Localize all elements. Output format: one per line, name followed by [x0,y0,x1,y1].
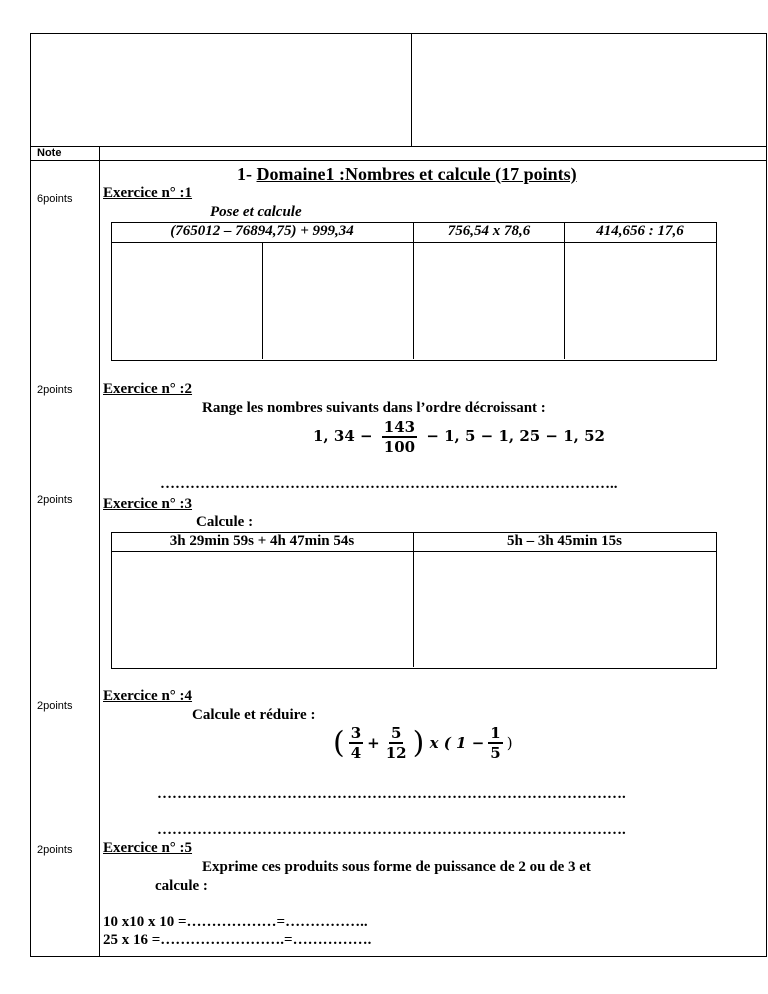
domain-title-text: Domaine1 :Nombres et calcule (17 points) [256,164,577,184]
ex5-product-line-1[interactable]: 10 x10 x 10 =………………=…………….. [103,914,368,930]
ex1-answer-cell-4[interactable] [565,243,715,359]
domain-title [237,164,577,185]
ex4-expression [333,724,513,762]
ex2-math-b: − 1, 5 − 1, 25 − 1, 52 [426,427,605,445]
ex4-f2-den: 12 [385,744,407,762]
ex2-instruction: Range les nombres suivants dans l’ordre décroissant : [202,400,546,416]
ex1-header-3: 414,656 : 17,6 [596,223,684,239]
header-bottom-line [30,146,766,147]
ex4-points: 2points [37,700,73,712]
ex3-title: Exercice n° :3 [103,496,193,512]
ex5-title: Exercice n° :5 [103,840,193,856]
ex1-header-1: (765012 – 76894,75) + 999,34 [170,223,354,239]
ex2-answer-dots[interactable]: ……………………………………………………………………………….. [160,476,618,492]
ex4-instruction: Calcule et réduire : [192,707,316,723]
ex4-fraction-3 [488,724,502,762]
ex2-math-a: 1, 34 − [313,427,373,445]
ex1-answer-cell-3[interactable] [414,243,564,359]
ex2-numbers-expression [313,418,605,456]
ex4-title: Exercice n° :4 [103,688,193,704]
ex4-f1-num: 3 [350,724,362,742]
ex2-fraction [382,418,417,456]
domain-title-prefix: 1- [237,164,257,184]
header-divider [411,33,412,146]
ex4-paren-open: ( [333,725,345,761]
note-label: Note [37,147,62,159]
ex3-header-1: 3h 29min 59s + 4h 47min 54s [169,533,355,549]
ex4-times: x ( 1 − [429,734,485,752]
ex1-header-2: 756,54 x 78,6 [447,223,531,239]
ex4-answer-dots-1[interactable]: …………………………………………………………………………………. [157,786,626,802]
ex3-answer-cell-1[interactable] [112,552,413,667]
ex4-paren-close: ) [412,725,425,761]
ex2-points: 2points [37,384,73,396]
note-row-bottom-line [30,160,766,161]
ex4-plus: + [367,734,380,752]
ex2-frac-num: 143 [383,418,416,436]
ex1-answer-cell-2[interactable] [263,243,413,359]
ex5-instruction-line-2: calcule : [155,878,208,894]
ex5-points: 2points [37,844,73,856]
ex3-points: 2points [37,494,73,506]
ex4-fraction-1 [349,724,363,762]
ex4-f3-den: 5 [490,744,501,762]
ex3-header-2: 5h – 3h 45min 15s [506,533,623,549]
left-column-line [99,146,100,956]
ex1-points: 6points [37,193,73,205]
ex2-title: Exercice n° :2 [103,381,193,397]
ex3-instruction: Calcule : [196,514,254,530]
ex1-instruction: Pose et calcule [210,204,302,220]
ex3-answer-cell-2[interactable] [414,552,715,667]
ex4-f1-den: 4 [350,744,362,762]
ex4-end: ) [506,734,513,752]
ex5-instruction-line-1: Exprime ces produits sous forme de puissance de 2 ou de 3 et [202,859,591,875]
ex2-frac-den: 100 [383,438,416,456]
ex4-f2-num: 5 [390,724,402,742]
ex4-answer-dots-2[interactable]: …………………………………………………………………………………. [157,822,626,838]
ex5-product-line-2[interactable]: 25 x 16 =…………………….=……………. [103,932,372,948]
ex4-fraction-2 [384,724,409,762]
ex1-answer-cell-1[interactable] [112,243,262,359]
ex1-title: Exercice n° :1 [103,185,193,201]
ex4-f3-num: 1 [490,724,501,742]
